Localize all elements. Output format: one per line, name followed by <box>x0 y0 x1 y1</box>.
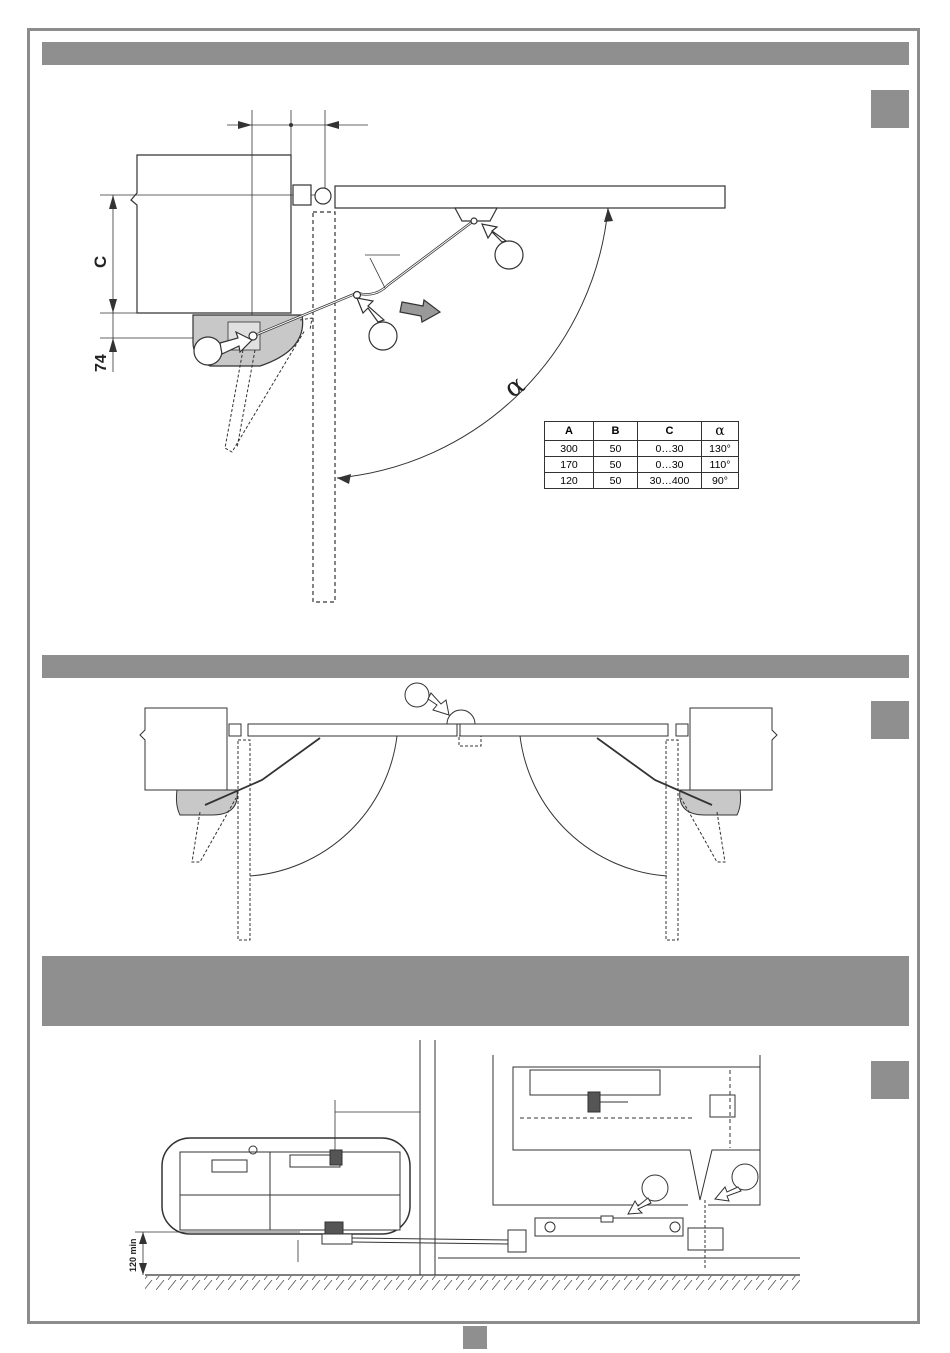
table-row <box>545 457 739 473</box>
angle-label-alpha: α <box>498 369 531 405</box>
table-cell: 0…30 <box>638 441 702 457</box>
table-cell: 90° <box>702 473 739 489</box>
table-cell: 50 <box>594 473 638 489</box>
table-cell: 110° <box>702 457 739 473</box>
dimension-label-74: 74 <box>93 354 110 372</box>
table-cell: 50 <box>594 441 638 457</box>
table-cell: 120 <box>545 473 594 489</box>
gate-leaf <box>335 186 725 208</box>
table-cell: 130° <box>702 441 739 457</box>
figure-3-mounting <box>135 1040 800 1290</box>
table-cell: 30…400 <box>638 473 702 489</box>
pillar-right <box>690 708 777 790</box>
gate-leaf-left <box>248 724 457 736</box>
table-header: C <box>638 422 702 441</box>
detail-zoom-box <box>513 1067 760 1200</box>
table-header: B <box>594 422 638 441</box>
dimension-label-120-min: 120 min <box>128 1238 138 1272</box>
table-cell: 0…30 <box>638 457 702 473</box>
callout-arrow-6 <box>715 1164 758 1201</box>
dimension-label-c: C <box>91 255 110 268</box>
table-cell: 50 <box>594 457 638 473</box>
pillar-left <box>140 708 227 790</box>
table-header-row <box>545 422 739 441</box>
callout-arrow-5 <box>628 1175 668 1214</box>
table-header: A <box>545 422 594 441</box>
figure-2-double-leaf <box>140 683 777 940</box>
table-row <box>545 473 739 489</box>
table-header: α <box>702 422 739 441</box>
pillar <box>131 155 291 313</box>
callout-arrow-2 <box>357 298 397 350</box>
figure-1-top-view <box>100 110 725 602</box>
callout-arrow-3 <box>482 224 523 269</box>
table-cell: 170 <box>545 457 594 473</box>
opening-angle-table <box>544 421 739 489</box>
gate-leaf-open <box>313 212 335 602</box>
opening-direction-arrow <box>400 300 440 322</box>
gate-leaf-right <box>460 724 668 736</box>
table-row <box>545 441 739 457</box>
table-cell: 300 <box>545 441 594 457</box>
callout-arrow-4 <box>405 683 449 715</box>
